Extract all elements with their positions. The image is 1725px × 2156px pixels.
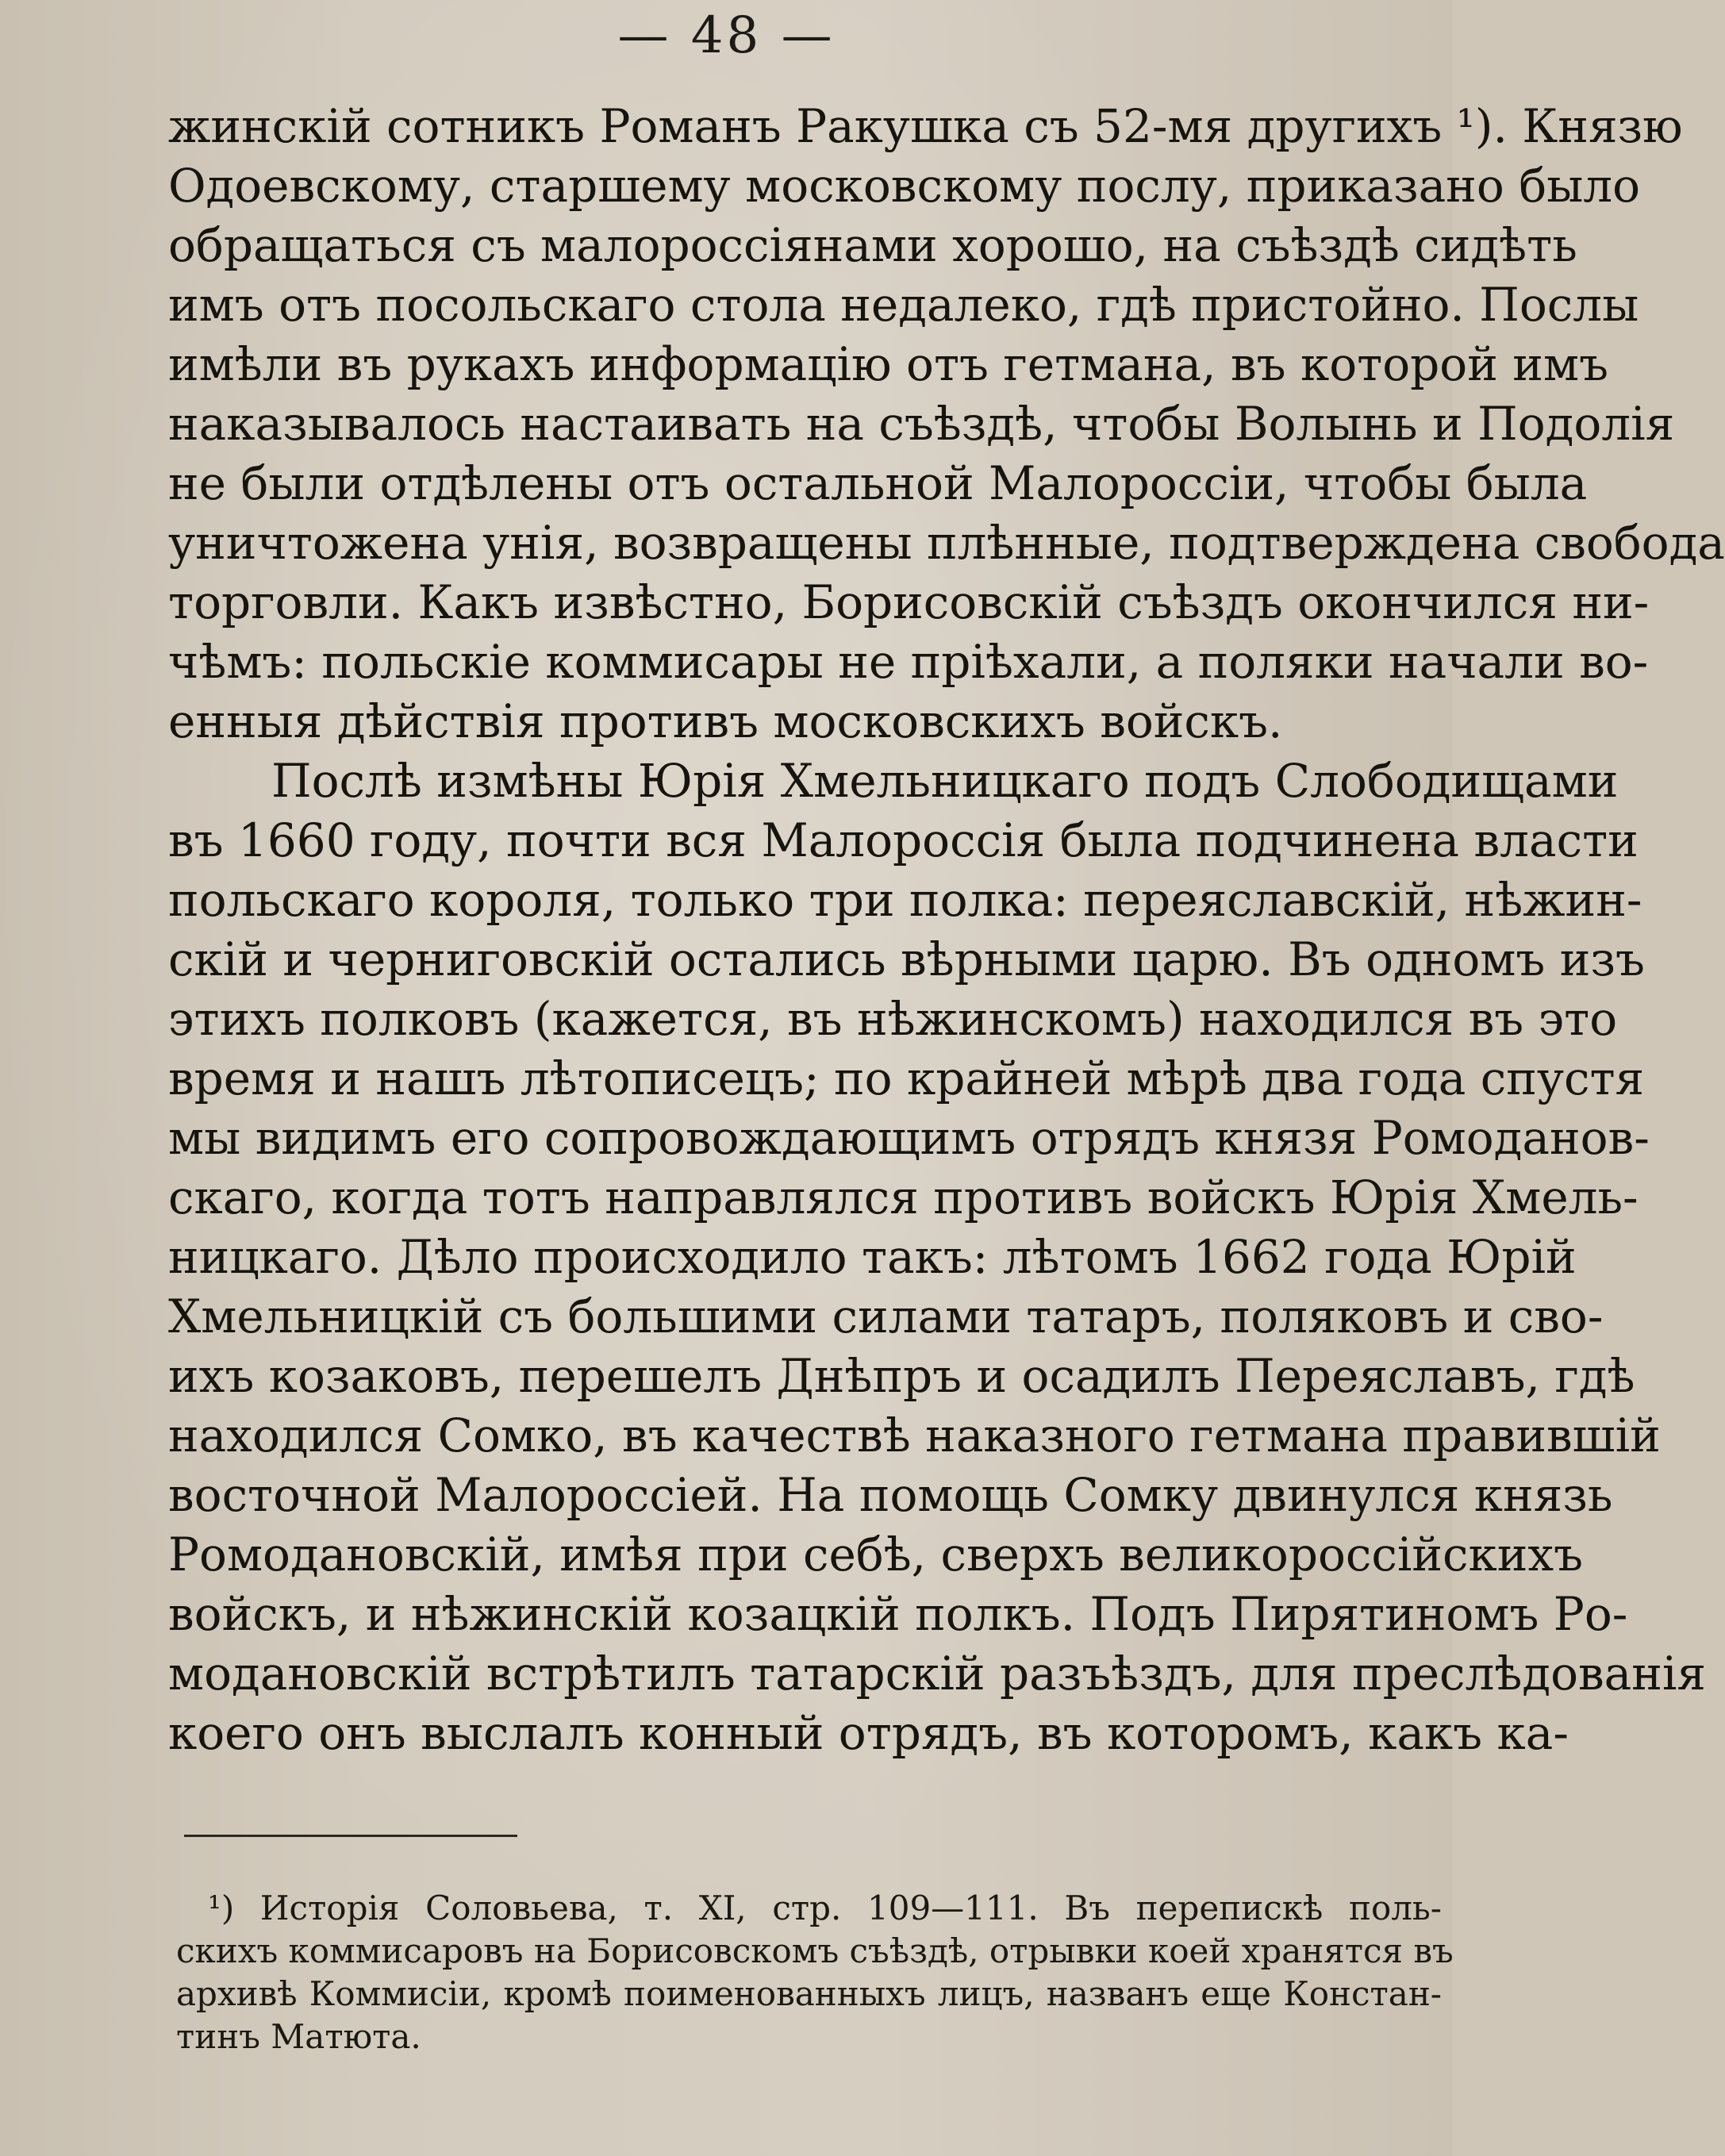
- text-line: ихъ козаковъ, перешелъ Днѣпръ и осадилъ Переяславъ, гдѣ: [168, 1349, 1635, 1403]
- text-line: находился Сомко, въ качествѣ наказного гетмана правившій: [168, 1409, 1661, 1462]
- text-line: войскъ, и нѣжинскій козацкій полкъ. Подъ Пирятиномъ Ро-: [168, 1587, 1628, 1641]
- text-line: въ 1660 году, почти вся Малороссія была подчинена власти: [168, 813, 1639, 867]
- text-line: торговли. Какъ извѣстно, Борисовскій съѣздъ окончился ни-: [168, 575, 1650, 629]
- text-line: енныя дѣйствія противъ московскихъ войскъ.: [168, 694, 1283, 748]
- text-line: Хмельницкій съ большими силами татаръ, поляковъ и сво-: [168, 1289, 1604, 1343]
- text-line: имѣли въ рукахъ информацію отъ гетмана, въ которой имъ: [168, 337, 1608, 391]
- footnote-line: скихъ коммисаровъ на Борисовскомъ съѣздѣ, отрывки коей хранятся въ: [176, 1931, 1454, 1970]
- text-line: время и нашъ лѣтописецъ; по крайней мѣрѣ два года спустя: [168, 1051, 1645, 1105]
- paragraph: [168, 751, 1707, 1763]
- paragraph: [168, 97, 1725, 751]
- text-line: обращаться съ малороссіянами хорошо, на съѣздѣ сидѣть: [168, 218, 1577, 272]
- text-line: коего онъ выслалъ конный отрядъ, въ которомъ, какъ ка-: [168, 1706, 1569, 1760]
- text-line: восточной Малороссіей. На помощь Сомку двинулся князь: [168, 1468, 1613, 1522]
- text-line: не были отдѣлены отъ остальной Малороссіи, чтобы была: [168, 456, 1588, 510]
- text-line: мы видимъ его сопровождающимъ отрядъ князя Ромоданов-: [168, 1111, 1650, 1165]
- text-line: Послѣ измѣны Юрія Хмельницкаго подъ Слободищами: [271, 754, 1619, 808]
- text-line: Одоевскому, старшему московскому послу, приказано было: [168, 159, 1641, 213]
- text-line: уничтожена унія, возвращены плѣнные, подтверждена свобода: [168, 516, 1725, 570]
- main-text: [168, 97, 1725, 1763]
- text-line: наказывалось настаивать на съѣздѣ, чтобы Волынь и Подолія: [168, 397, 1675, 451]
- footnote-divider: [184, 1835, 517, 1837]
- text-line: жинскій сотникъ Романъ Ракушка съ 52-мя другихъ ¹). Князю: [168, 99, 1683, 153]
- footnote-line: тинъ Матюта.: [176, 2017, 421, 2056]
- page-number: — 48 —: [617, 6, 836, 65]
- footnote: [176, 1887, 1454, 2058]
- footnote-line: архивѣ Коммисіи, кромѣ поименованныхъ лицъ, названъ еще Констан-: [176, 1974, 1442, 2013]
- text-line: модановскій встрѣтилъ татарскій разъѣздъ, для преслѣдованія: [168, 1647, 1707, 1701]
- text-line: чѣмъ: польскіе коммисары не пріѣхали, а поляки начали во-: [168, 635, 1649, 689]
- text-line: ницкаго. Дѣло происходило такъ: лѣтомъ 1662 года Юрій: [168, 1230, 1577, 1284]
- text-line: Ромодановскій, имѣя при себѣ, сверхъ великороссійскихъ: [168, 1528, 1584, 1581]
- text-line: этихъ полковъ (кажется, въ нѣжинскомъ) находился въ это: [168, 992, 1618, 1046]
- text-line: скій и черниговскій остались вѣрными царю. Въ одномъ изъ: [168, 932, 1645, 986]
- text-line: скаго, когда тотъ направлялся противъ войскъ Юрія Хмель-: [168, 1170, 1639, 1224]
- footnote-line: ¹) Исторія Соловьева, т. XI, стр. 109—111. Въ перепискѣ поль-: [208, 1889, 1442, 1927]
- text-line: имъ отъ посольскаго стола недалеко, гдѣ пристойно. Послы: [168, 278, 1639, 332]
- text-line: польскаго короля, только три полка: переяславскій, нѣжин-: [168, 873, 1642, 927]
